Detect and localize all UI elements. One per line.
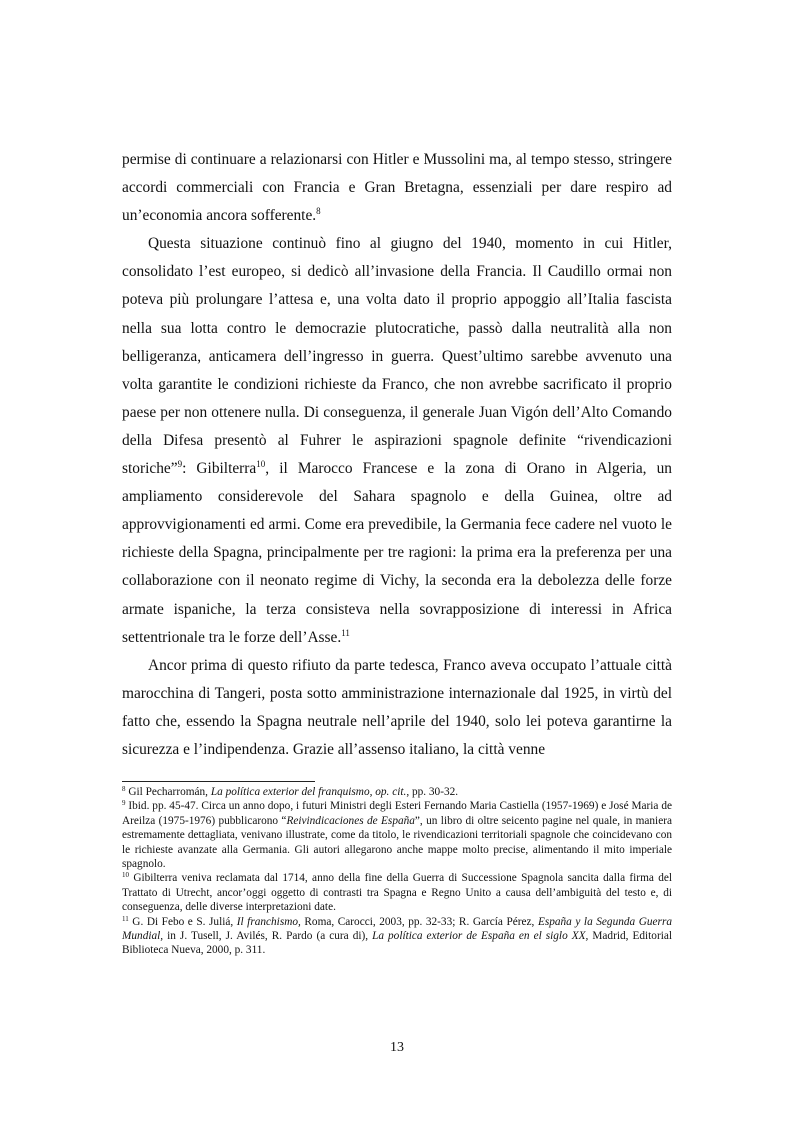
- footnote-number: 8: [122, 785, 126, 793]
- footnote-number: 9: [122, 799, 126, 808]
- footnote-text: Gil Pecharromán,: [125, 786, 211, 798]
- paragraph-3-text: Ancor prima di questo rifiuto da parte tedesca, Franco aveva occupato l’attuale città marocchina di Tangeri, posta sotto amministrazione internazionale dal 1925, in virtù del fatto che, essendo la Spagna neutrale nell’aprile del 1940, solo lei poteva garantirne la sicurezza e l’indipendenza. Grazie all’assenso italiano, la città venne: [122, 656, 672, 758]
- paragraph-3: [122, 652, 672, 764]
- footnote-number: 10: [122, 871, 129, 880]
- footnote-title: Il franchismo,: [236, 915, 301, 928]
- footnote-ref-10: 10: [256, 459, 266, 470]
- footnote-title: España y la Segunda Guerra Mundial,: [122, 915, 672, 943]
- footnote-text: Ibid. pp. 45-47. Circa un anno dopo, i futuri Ministri degli Esteri Fernando Maria Castiella (1957-1969) e José Maria de Areilza (1975-1976) pubblicarono “: [122, 800, 672, 827]
- paragraph-2: [122, 230, 672, 651]
- paragraph-2-text-c: , il Marocco Francese e la zona di Orano in Algeria, un ampliamento considerevole del Sahara spagnolo e della Guinea, oltre ad approvvigionamenti ed armi. Come era prevedibile, la Germania fece cadere nel vuoto le richieste della Spagna, principalmente per tre ragioni: la prima era la preferenza per una collaborazione con il neonato regime di Vichy, la seconda era la debolezza delle forze armate ispaniche, la terza consisteva nella sovrapposizione di interessi in Africa settentrionale tra le forze dell’Asse.: [122, 460, 673, 646]
- footnote-text: G. Di Febo e S. Juliá,: [128, 915, 237, 928]
- footnote-ref-11: 11: [341, 627, 350, 638]
- paragraph-1: [122, 146, 672, 230]
- footnote-title: La política exterior de España en el siglo XX,: [372, 930, 589, 943]
- footnote-text: Gibilterra veniva reclamata dal 1714, anno della fine della Guerra di Successione Spagnola sancita dalla firma del Trattato di Utrecht, ancor’oggi oggetto di contrasti tra Spagna e Regno Unito a causa dell’ambiguità del testo e, di conseguenza, delle diverse interpretazioni date.: [122, 872, 672, 914]
- footnote-separator: [122, 781, 315, 782]
- footnote-text: Madrid, Editorial Biblioteca Nueva, 2000, p. 311.: [122, 930, 672, 957]
- paragraph-2-text-b: : Gibilterra: [182, 460, 257, 478]
- footnote-title: Reivindicaciones de España: [286, 814, 415, 827]
- footnotes: [122, 785, 672, 958]
- paragraph-2-text-a: Questa situazione continuò fino al giugno del 1940, momento in cui Hitler, consolidato l’est europeo, si dedicò all’invasione della Francia. Il Caudillo ormai non poteva più prolungare l’attesa e, una volta dato il proprio appoggio all’Italia fascista nella sua lotta contro le democrazie plutocratiche, passò dalla neutralità alla non belligeranza, anticamera dell’ingresso in guerra. Quest’ultimo sarebbe avvenuto una volta garantite le condizioni richieste da Franco, che non avrebbe sacrificato il proprio paese per non ottenere nulla. Di conseguenza, il generale Juan Vigón dell’Alto Comando della Difesa presentò al Fuhrer le aspirazioni spagnole definite “rivendicazioni storiche”: [122, 235, 672, 478]
- footnote-9: [122, 799, 672, 871]
- footnote-ref-9: 9: [177, 459, 183, 470]
- footnote-text: , pp. 30-32.: [406, 786, 459, 798]
- footnote-ref-8: 8: [316, 206, 321, 217]
- footnote-text: Roma, Carocci, 2003, pp. 32-33; R. García Pérez,: [300, 915, 538, 928]
- footnote-8: [122, 785, 672, 799]
- footnote-10: [122, 871, 672, 914]
- page-number: 13: [390, 1040, 404, 1055]
- paragraph-1-text: permise di continuare a relazionarsi con Hitler e Mussolini ma, al tempo stesso, stringere accordi commerciali con Francia e Gran Bretagna, essenziali per dare respiro ad un’economia ancora sofferente.: [122, 151, 672, 225]
- main-text: [122, 146, 672, 764]
- footnote-number: 11: [122, 914, 129, 923]
- footnote-text: ”, un libro di oltre seicento pagine nel quale, in maniera estremamente dettagliata, venivano illustrate, come da titolo, le rivendicazioni territoriali spagnole che coincidevano con le richieste avanzate alla Germania. Gli autori allegarono anche mappe molto precise, alimentando il mito imperiale spagnolo.: [122, 814, 672, 871]
- footnote-11: [122, 915, 672, 958]
- footnote-title: La política exterior del franquismo, op. cit.: [210, 786, 407, 798]
- footnote-text: in J. Tusell, J. Avilés, R. Pardo (a cura di),: [163, 930, 373, 943]
